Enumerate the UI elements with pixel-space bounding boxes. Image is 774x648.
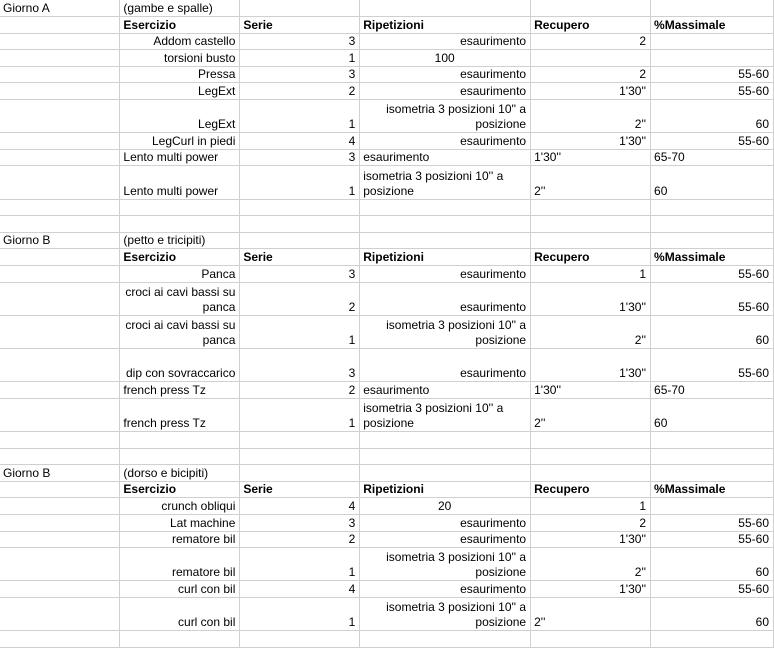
section-title-row — [0, 0, 774, 17]
massimale-cell[interactable]: 60 — [651, 100, 774, 133]
recupero-cell[interactable]: 1'30'' — [531, 282, 651, 315]
serie-cell[interactable]: 2 — [240, 531, 360, 548]
day-label[interactable]: Giorno A — [0, 0, 120, 17]
header-ripetizioni[interactable]: Ripetizioni — [360, 249, 531, 266]
ripetizioni-cell[interactable]: esaurimento — [360, 149, 531, 166]
massimale-cell[interactable] — [651, 50, 774, 67]
empty-cell[interactable] — [0, 66, 120, 83]
recupero-cell[interactable]: 2'' — [531, 100, 651, 133]
empty-cell[interactable] — [651, 431, 774, 448]
header-esercizio[interactable]: Esercizio — [120, 481, 240, 498]
empty-row — [0, 448, 774, 465]
empty-cell[interactable] — [240, 465, 360, 482]
exercise-cell[interactable]: Panca — [120, 266, 240, 283]
serie-cell[interactable]: 1 — [240, 315, 360, 348]
exercise-cell[interactable]: Lento multi power — [120, 149, 240, 166]
ripetizioni-cell[interactable]: esaurimento — [360, 531, 531, 548]
ripetizioni-cell[interactable]: isometria 3 posizioni 10'' a posizione — [360, 100, 531, 133]
empty-cell[interactable] — [240, 232, 360, 249]
table-row — [0, 100, 774, 133]
table-row — [0, 50, 774, 67]
empty-cell[interactable] — [0, 199, 120, 216]
empty-cell[interactable] — [0, 548, 120, 581]
massimale-cell[interactable]: 55-60 — [651, 66, 774, 83]
massimale-cell[interactable]: 55-60 — [651, 266, 774, 283]
recupero-cell[interactable] — [531, 50, 651, 67]
empty-cell[interactable] — [531, 448, 651, 465]
ripetizioni-cell[interactable]: isometria 3 posizioni 10'' a posizione — [360, 166, 531, 199]
recupero-cell[interactable]: 1'30'' — [531, 531, 651, 548]
empty-cell[interactable] — [0, 398, 120, 431]
empty-cell[interactable] — [0, 431, 120, 448]
empty-cell[interactable] — [0, 498, 120, 515]
empty-cell[interactable] — [0, 50, 120, 67]
table-row — [0, 166, 774, 199]
empty-cell[interactable] — [0, 249, 120, 266]
serie-cell[interactable]: 4 — [240, 133, 360, 150]
header-massimale[interactable]: %Massimale — [651, 481, 774, 498]
table-row — [0, 266, 774, 283]
serie-cell[interactable]: 1 — [240, 398, 360, 431]
table-row — [0, 382, 774, 399]
table-row — [0, 282, 774, 315]
empty-cell[interactable] — [0, 348, 120, 381]
exercise-cell[interactable]: Lat machine — [120, 514, 240, 531]
exercise-cell[interactable]: croci ai cavi bassi su panca — [120, 315, 240, 348]
serie-cell[interactable]: 2 — [240, 382, 360, 399]
empty-cell[interactable] — [531, 465, 651, 482]
table-row — [0, 33, 774, 50]
header-ripetizioni[interactable]: Ripetizioni — [360, 481, 531, 498]
exercise-cell[interactable]: Addom castello — [120, 33, 240, 50]
exercise-cell[interactable]: french press Tz — [120, 398, 240, 431]
empty-cell[interactable] — [651, 199, 774, 216]
empty-cell[interactable] — [0, 282, 120, 315]
massimale-cell[interactable]: 55-60 — [651, 531, 774, 548]
empty-cell[interactable] — [0, 33, 120, 50]
recupero-cell[interactable]: 1'30'' — [531, 83, 651, 100]
empty-cell[interactable] — [120, 216, 240, 233]
empty-cell[interactable] — [120, 448, 240, 465]
massimale-cell[interactable]: 55-60 — [651, 581, 774, 598]
massimale-cell[interactable]: 55-60 — [651, 83, 774, 100]
massimale-cell[interactable] — [651, 498, 774, 515]
massimale-cell[interactable]: 60 — [651, 597, 774, 630]
serie-cell[interactable]: 3 — [240, 149, 360, 166]
header-recupero[interactable]: Recupero — [531, 249, 651, 266]
serie-cell[interactable]: 1 — [240, 100, 360, 133]
recupero-cell[interactable]: 1 — [531, 266, 651, 283]
day-label[interactable]: Giorno B — [0, 232, 120, 249]
ripetizioni-cell[interactable]: esaurimento — [360, 514, 531, 531]
serie-cell[interactable]: 3 — [240, 266, 360, 283]
exercise-cell[interactable]: Pressa — [120, 66, 240, 83]
recupero-cell[interactable]: 1 — [531, 498, 651, 515]
header-ripetizioni[interactable]: Ripetizioni — [360, 17, 531, 34]
empty-cell[interactable] — [651, 232, 774, 249]
exercise-cell[interactable]: LegExt — [120, 100, 240, 133]
exercise-cell[interactable]: curl con bil — [120, 597, 240, 630]
empty-row — [0, 631, 774, 648]
empty-cell[interactable] — [0, 17, 120, 34]
empty-cell[interactable] — [360, 631, 531, 648]
ripetizioni-cell[interactable]: esaurimento — [360, 581, 531, 598]
empty-cell[interactable] — [360, 448, 531, 465]
empty-row — [0, 199, 774, 216]
ripetizioni-cell[interactable]: 20 — [360, 498, 531, 515]
massimale-cell[interactable] — [651, 33, 774, 50]
recupero-cell[interactable]: 2 — [531, 514, 651, 531]
table-row — [0, 348, 774, 381]
exercise-cell[interactable]: curl con bil — [120, 581, 240, 598]
serie-cell[interactable]: 1 — [240, 166, 360, 199]
table-row — [0, 581, 774, 598]
exercise-cell[interactable]: Lento multi power — [120, 166, 240, 199]
recupero-cell[interactable]: 1'30'' — [531, 382, 651, 399]
massimale-cell[interactable]: 60 — [651, 166, 774, 199]
section-title-row — [0, 465, 774, 482]
table-row — [0, 498, 774, 515]
empty-cell[interactable] — [651, 465, 774, 482]
ripetizioni-cell[interactable]: esaurimento — [360, 348, 531, 381]
header-massimale[interactable]: %Massimale — [651, 17, 774, 34]
table-row — [0, 66, 774, 83]
ripetizioni-cell[interactable]: esaurimento — [360, 83, 531, 100]
massimale-cell[interactable]: 65-70 — [651, 149, 774, 166]
recupero-cell[interactable]: 2'' — [531, 597, 651, 630]
recupero-cell[interactable]: 2 — [531, 33, 651, 50]
empty-cell[interactable] — [360, 465, 531, 482]
exercise-cell[interactable]: LegCurl in piedi — [120, 133, 240, 150]
day-subtitle[interactable]: (petto e tricipiti) — [120, 232, 240, 249]
recupero-cell[interactable]: 1'30'' — [531, 149, 651, 166]
ripetizioni-cell[interactable]: isometria 3 posizioni 10'' a posizione — [360, 398, 531, 431]
empty-cell[interactable] — [240, 448, 360, 465]
header-recupero[interactable]: Recupero — [531, 481, 651, 498]
empty-cell[interactable] — [0, 382, 120, 399]
empty-cell[interactable] — [0, 448, 120, 465]
recupero-cell[interactable]: 2'' — [531, 548, 651, 581]
massimale-cell[interactable]: 55-60 — [651, 133, 774, 150]
serie-cell[interactable]: 3 — [240, 33, 360, 50]
empty-cell[interactable] — [531, 199, 651, 216]
empty-cell[interactable] — [0, 83, 120, 100]
empty-cell[interactable] — [240, 431, 360, 448]
serie-cell[interactable]: 2 — [240, 282, 360, 315]
empty-cell[interactable] — [531, 216, 651, 233]
empty-cell[interactable] — [360, 0, 531, 17]
empty-cell[interactable] — [360, 232, 531, 249]
recupero-cell[interactable]: 2'' — [531, 166, 651, 199]
recupero-cell[interactable]: 1'30'' — [531, 133, 651, 150]
empty-cell[interactable] — [0, 514, 120, 531]
massimale-cell[interactable]: 55-60 — [651, 514, 774, 531]
header-serie[interactable]: Serie — [240, 249, 360, 266]
empty-cell[interactable] — [240, 199, 360, 216]
serie-cell[interactable]: 3 — [240, 348, 360, 381]
table-row — [0, 548, 774, 581]
header-esercizio[interactable]: Esercizio — [120, 249, 240, 266]
serie-cell[interactable]: 1 — [240, 548, 360, 581]
serie-cell[interactable]: 1 — [240, 50, 360, 67]
header-serie[interactable]: Serie — [240, 17, 360, 34]
empty-cell[interactable] — [651, 631, 774, 648]
empty-cell[interactable] — [120, 199, 240, 216]
header-recupero[interactable]: Recupero — [531, 17, 651, 34]
empty-cell[interactable] — [0, 166, 120, 199]
empty-cell[interactable] — [0, 133, 120, 150]
empty-cell[interactable] — [0, 481, 120, 498]
serie-cell[interactable]: 1 — [240, 597, 360, 630]
exercise-cell[interactable]: LegExt — [120, 83, 240, 100]
day-subtitle[interactable]: (gambe e spalle) — [120, 0, 240, 17]
empty-cell[interactable] — [0, 216, 120, 233]
empty-cell[interactable] — [0, 581, 120, 598]
massimale-cell[interactable]: 60 — [651, 548, 774, 581]
exercise-cell[interactable]: croci ai cavi bassi su panca — [120, 282, 240, 315]
ripetizioni-cell[interactable]: isometria 3 posizioni 10'' a posizione — [360, 548, 531, 581]
exercise-cell[interactable]: torsioni busto — [120, 50, 240, 67]
header-serie[interactable]: Serie — [240, 481, 360, 498]
table-row — [0, 315, 774, 348]
serie-cell[interactable]: 3 — [240, 66, 360, 83]
empty-cell[interactable] — [0, 315, 120, 348]
empty-cell[interactable] — [0, 266, 120, 283]
ripetizioni-cell[interactable]: esaurimento — [360, 266, 531, 283]
exercise-cell[interactable]: crunch obliqui — [120, 498, 240, 515]
empty-cell[interactable] — [240, 0, 360, 17]
recupero-cell[interactable]: 1'30'' — [531, 348, 651, 381]
ripetizioni-cell[interactable]: esaurimento — [360, 66, 531, 83]
table-row — [0, 398, 774, 431]
empty-cell[interactable] — [120, 631, 240, 648]
ripetizioni-cell[interactable]: esaurimento — [360, 33, 531, 50]
ripetizioni-cell[interactable]: isometria 3 posizioni 10'' a posizione — [360, 597, 531, 630]
ripetizioni-cell[interactable]: esaurimento — [360, 282, 531, 315]
serie-cell[interactable]: 3 — [240, 514, 360, 531]
empty-cell[interactable] — [651, 216, 774, 233]
empty-cell[interactable] — [531, 232, 651, 249]
empty-cell[interactable] — [531, 0, 651, 17]
empty-cell[interactable] — [360, 199, 531, 216]
header-row — [0, 17, 774, 34]
empty-cell[interactable] — [240, 631, 360, 648]
ripetizioni-cell[interactable]: esaurimento — [360, 133, 531, 150]
massimale-cell[interactable]: 55-60 — [651, 348, 774, 381]
exercise-cell[interactable]: rematore bil — [120, 531, 240, 548]
table-row — [0, 149, 774, 166]
empty-cell[interactable] — [651, 448, 774, 465]
header-row — [0, 481, 774, 498]
serie-cell[interactable]: 4 — [240, 498, 360, 515]
recupero-cell[interactable]: 2'' — [531, 398, 651, 431]
day-subtitle[interactable]: (dorso e bicipiti) — [120, 465, 240, 482]
table-row — [0, 133, 774, 150]
serie-cell[interactable]: 4 — [240, 581, 360, 598]
section-title-row — [0, 232, 774, 249]
header-massimale[interactable]: %Massimale — [651, 249, 774, 266]
ripetizioni-cell[interactable]: esaurimento — [360, 382, 531, 399]
table-row — [0, 531, 774, 548]
empty-cell[interactable] — [0, 631, 120, 648]
recupero-cell[interactable]: 2 — [531, 66, 651, 83]
day-label[interactable]: Giorno B — [0, 465, 120, 482]
massimale-cell[interactable]: 60 — [651, 398, 774, 431]
empty-row — [0, 431, 774, 448]
empty-cell[interactable] — [531, 631, 651, 648]
massimale-cell[interactable]: 55-60 — [651, 282, 774, 315]
serie-cell[interactable]: 2 — [240, 83, 360, 100]
empty-cell[interactable] — [0, 100, 120, 133]
recupero-cell[interactable]: 2'' — [531, 315, 651, 348]
table-row — [0, 514, 774, 531]
empty-cell[interactable] — [0, 597, 120, 630]
header-esercizio[interactable]: Esercizio — [120, 17, 240, 34]
empty-cell[interactable] — [0, 149, 120, 166]
empty-cell[interactable] — [240, 216, 360, 233]
ripetizioni-cell[interactable]: 100 — [360, 50, 531, 67]
empty-cell[interactable] — [360, 216, 531, 233]
empty-cell[interactable] — [0, 531, 120, 548]
exercise-cell[interactable]: rematore bil — [120, 548, 240, 581]
empty-cell[interactable] — [120, 431, 240, 448]
empty-cell[interactable] — [651, 0, 774, 17]
empty-row — [0, 216, 774, 233]
ripetizioni-cell[interactable]: isometria 3 posizioni 10'' a posizione — [360, 315, 531, 348]
massimale-cell[interactable]: 60 — [651, 315, 774, 348]
table-row — [0, 597, 774, 630]
empty-cell[interactable] — [360, 431, 531, 448]
table-row — [0, 83, 774, 100]
header-row — [0, 249, 774, 266]
massimale-cell[interactable]: 65-70 — [651, 382, 774, 399]
recupero-cell[interactable]: 1'30'' — [531, 581, 651, 598]
empty-cell[interactable] — [531, 431, 651, 448]
exercise-cell[interactable]: dip con sovraccarico — [120, 348, 240, 381]
exercise-cell[interactable]: french press Tz — [120, 382, 240, 399]
